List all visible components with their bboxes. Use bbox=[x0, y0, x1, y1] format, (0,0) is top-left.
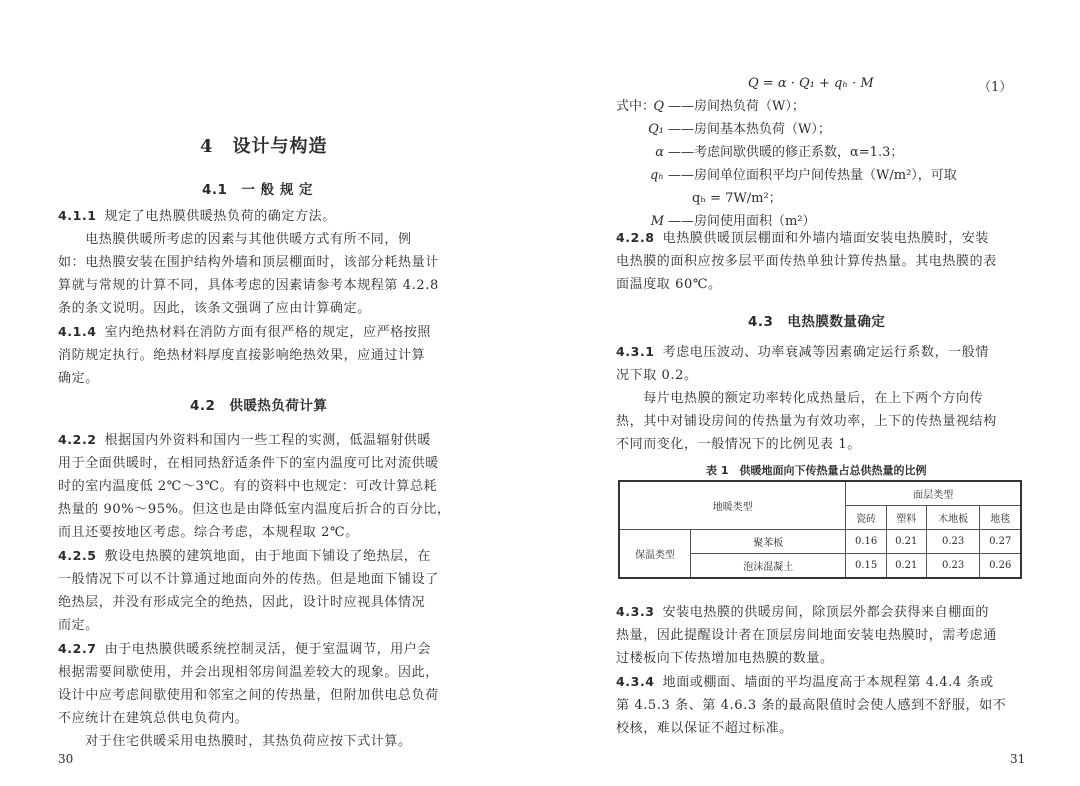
line-text: 消防规定执行。绝热材料厚度直接影响绝热效果，应通过计算 bbox=[58, 348, 426, 363]
variable-list bbox=[630, 95, 957, 233]
text-line bbox=[58, 344, 439, 367]
line-text: 由于电热膜供暖系统控制灵活，便于室温调节，用户会 bbox=[104, 642, 431, 657]
table-col-header: 木地板 bbox=[926, 506, 980, 530]
table-col-header: 地毯 bbox=[980, 506, 1021, 530]
text-line bbox=[616, 250, 997, 273]
text-line bbox=[58, 544, 451, 568]
text-line bbox=[616, 340, 997, 364]
line-text: 安装电热膜的供暖房间，除顶层外都会获得来自棚面的 bbox=[662, 605, 989, 620]
clause-number: 4.1.4 bbox=[58, 324, 97, 339]
table-header-row bbox=[619, 481, 1021, 506]
variable-description: ——房间基本热负荷（W）； bbox=[668, 122, 831, 137]
text-line bbox=[616, 670, 1006, 694]
text-line bbox=[616, 226, 997, 250]
clause-number: 4.2.2 bbox=[58, 432, 97, 447]
variable-description: ——考虑间歇供暖的修正系数，α=1.3； bbox=[668, 145, 904, 160]
clause-number: 4.2.5 bbox=[58, 548, 97, 563]
text-line bbox=[58, 251, 439, 274]
text-block-4-2-8 bbox=[616, 226, 997, 296]
text-line bbox=[58, 297, 439, 320]
line-text: 校核，难以保证不超过标准。 bbox=[616, 721, 793, 736]
table-row-label: 聚苯板 bbox=[691, 530, 846, 554]
line-text: 时的室内温度低 2℃～3℃。有的资料中也规定：可改计算总耗 bbox=[58, 479, 438, 494]
text-line bbox=[58, 637, 451, 661]
text-line bbox=[616, 624, 1006, 647]
text-line bbox=[616, 433, 997, 456]
line-text: 规定了电热膜供暖热负荷的确定方法。 bbox=[104, 209, 336, 224]
variable-symbol: qₕ bbox=[650, 168, 664, 183]
table-cell: 0.15 bbox=[846, 554, 886, 579]
variable-definition bbox=[630, 118, 957, 141]
table-cell: 0.23 bbox=[926, 554, 980, 579]
line-text: 每片电热膜的额定功率转化成热量后，在上下两个方向传 bbox=[616, 391, 984, 406]
text-line bbox=[58, 498, 451, 521]
table-cell: 0.16 bbox=[846, 530, 886, 554]
table-cell: 0.21 bbox=[886, 530, 926, 554]
clause-number: 4.3.4 bbox=[616, 674, 655, 689]
variables-intro: 式中： bbox=[616, 99, 656, 114]
table-row-label: 泡沫混凝土 bbox=[691, 554, 846, 579]
text-line bbox=[616, 694, 1006, 717]
line-text: 面温度取 60℃。 bbox=[616, 277, 722, 292]
text-line bbox=[58, 204, 439, 228]
line-text: 地面或棚面、墙面的平均温度高于本规程第 4.4.4 条或 bbox=[662, 675, 994, 690]
heat-ratio-table bbox=[618, 480, 1022, 579]
variable-definition bbox=[630, 187, 957, 210]
table-group-label: 保温类型 bbox=[619, 530, 691, 579]
text-line bbox=[58, 521, 451, 544]
line-text: 条的条文说明。因此，该条文强调了应由计算确定。 bbox=[58, 301, 371, 316]
line-text: 设计中应考虑间歇使用和邻室之间的传热量，但附加供电总负荷 bbox=[58, 688, 439, 703]
line-text: 一般情况下可以不计算通过地面向外的传热。但是地面下铺设了 bbox=[58, 572, 439, 587]
line-text: 绝热层，并没有形成完全的绝热，因此，设计时应视具体情况 bbox=[58, 595, 426, 610]
text-line bbox=[58, 228, 439, 251]
text-block-4-3-1 bbox=[616, 340, 997, 456]
line-text: 热量的 90%～95%。但这也是由降低室内温度后折合的百分比， bbox=[58, 502, 451, 517]
line-text: 不应统计在建筑总供电负荷内。 bbox=[58, 711, 249, 726]
section-title-4-3: 4.3 电热膜数量确定 bbox=[748, 314, 886, 330]
clause-number: 4.2.8 bbox=[616, 230, 655, 245]
line-text: 而且还要按地区考虑。综合考虑，本规程取 2℃。 bbox=[58, 525, 359, 540]
table-col-header: 塑料 bbox=[886, 506, 926, 530]
text-line bbox=[58, 452, 451, 475]
table-caption: 表 1 供暖地面向下传热量占总供热量的比例 bbox=[706, 464, 927, 477]
line-text: 而定。 bbox=[58, 618, 99, 633]
line-text: 不同而变化，一般情况下的比例见表 1。 bbox=[616, 437, 861, 452]
formula-number: （1） bbox=[978, 80, 1013, 95]
text-line bbox=[58, 707, 451, 730]
line-text: 算就与常规的计算不同，具体考虑的因素请参考本规程第 4.2.8 bbox=[58, 278, 439, 293]
line-text: 确定。 bbox=[58, 371, 99, 386]
table-cell: 0.27 bbox=[980, 530, 1021, 554]
variable-symbol: Q bbox=[653, 99, 664, 114]
text-line bbox=[616, 600, 1006, 624]
line-text: 室内绝热材料在消防方面有很严格的规定，应严格按照 bbox=[104, 325, 431, 340]
page-number: 31 bbox=[1010, 752, 1026, 766]
variable-definition bbox=[630, 164, 957, 187]
table-cell: 0.26 bbox=[980, 554, 1021, 579]
text-line bbox=[58, 475, 451, 498]
line-text: 敷设电热膜的建筑地面，由于地面下铺设了绝热层，在 bbox=[104, 549, 431, 564]
table-cell: 0.23 bbox=[926, 530, 980, 554]
section-title-4-1: 4.1 一 般 规 定 bbox=[202, 182, 314, 198]
clause-number: 4.3.1 bbox=[616, 344, 655, 359]
line-text: 根据国内外资料和国内一些工程的实测，低温辐射供暖 bbox=[104, 433, 431, 448]
line-text: 热量，因此提醒设计者在顶层房间地面安装电热膜时，需考虑通 bbox=[616, 628, 997, 643]
chapter-title: 4 设计与构造 bbox=[200, 136, 328, 157]
line-text: 对于住宅供暖采用电热膜时，其热负荷应按下式计算。 bbox=[58, 734, 412, 749]
variable-definition bbox=[630, 95, 957, 118]
clause-number: 4.1.1 bbox=[58, 208, 97, 223]
table-header-type: 地暖类型 bbox=[619, 481, 846, 530]
text-line bbox=[58, 367, 439, 390]
text-line bbox=[58, 274, 439, 297]
page-number: 30 bbox=[58, 752, 74, 766]
line-text: 过楼板向下传热增加电热膜的数量。 bbox=[616, 651, 834, 666]
text-line bbox=[616, 364, 997, 387]
variable-description: ——房间单位面积平均户间传热量（W/m²），可取 bbox=[668, 168, 957, 183]
line-text: 如：电热膜安装在围护结构外墙和顶层棚面时，该部分耗热量计 bbox=[58, 255, 439, 270]
text-line bbox=[616, 717, 1006, 740]
variable-symbol: M bbox=[650, 214, 664, 229]
text-line bbox=[58, 684, 451, 707]
text-line bbox=[616, 410, 997, 433]
table-header-surface: 面层类型 bbox=[846, 481, 1021, 506]
line-text: 电热膜供暖顶层棚面和外墙内墙面安装电热膜时，安装 bbox=[662, 231, 989, 246]
text-line bbox=[58, 568, 451, 591]
variable-description: ——房间热负荷（W）； bbox=[668, 99, 805, 114]
table-cell: 0.21 bbox=[886, 554, 926, 579]
text-line bbox=[58, 614, 451, 637]
section-title-4-2: 4.2 供暖热负荷计算 bbox=[190, 398, 328, 414]
variable-description: qₕ = 7W/m²； bbox=[692, 191, 782, 206]
text-line bbox=[616, 387, 997, 410]
line-text: 根据需要间歇使用，并会出现相邻房间温差较大的现象。因此， bbox=[58, 665, 439, 680]
text-line bbox=[58, 591, 451, 614]
variable-definition bbox=[630, 141, 957, 164]
variable-symbol: α bbox=[655, 145, 664, 160]
text-block-4-1 bbox=[58, 204, 439, 390]
formula: Q = α · Q₁ + qₕ · M bbox=[748, 76, 874, 91]
table-col-header: 瓷砖 bbox=[846, 506, 886, 530]
variable-symbol: Q₁ bbox=[648, 122, 664, 137]
line-text: 热，其中对铺设房间的传热量为有效功率，上下的传热量视结构 bbox=[616, 414, 997, 429]
text-line bbox=[616, 273, 997, 296]
text-line bbox=[58, 428, 451, 452]
line-text: 第 4.5.3 条、第 4.6.3 条的最高限值时会使人感到不舒服，如不 bbox=[616, 698, 1007, 713]
right-page bbox=[540, 0, 1080, 786]
text-line bbox=[58, 661, 451, 684]
variable-description: ——房间使用面积（m²） bbox=[668, 214, 816, 229]
clause-number: 4.2.7 bbox=[58, 641, 97, 656]
line-text: 况下取 0.2。 bbox=[616, 368, 698, 383]
clause-number: 4.3.3 bbox=[616, 604, 655, 619]
text-block-4-3-3 bbox=[616, 600, 1006, 740]
line-text: 电热膜供暖所考虑的因素与其他供暖方式有所不同，例 bbox=[58, 232, 412, 247]
text-line bbox=[58, 320, 439, 344]
line-text: 电热膜的面积应按多层平面传热单独计算传热量。其电热膜的表 bbox=[616, 254, 997, 269]
table-row bbox=[619, 530, 1021, 554]
text-line bbox=[58, 730, 451, 753]
text-line bbox=[616, 647, 1006, 670]
line-text: 用于全面供暖时，在相同热舒适条件下的室内温度可比对流供暖 bbox=[58, 456, 439, 471]
text-block-4-2 bbox=[58, 428, 451, 753]
line-text: 考虑电压波动、功率衰减等因素确定运行系数，一般情 bbox=[662, 345, 989, 360]
